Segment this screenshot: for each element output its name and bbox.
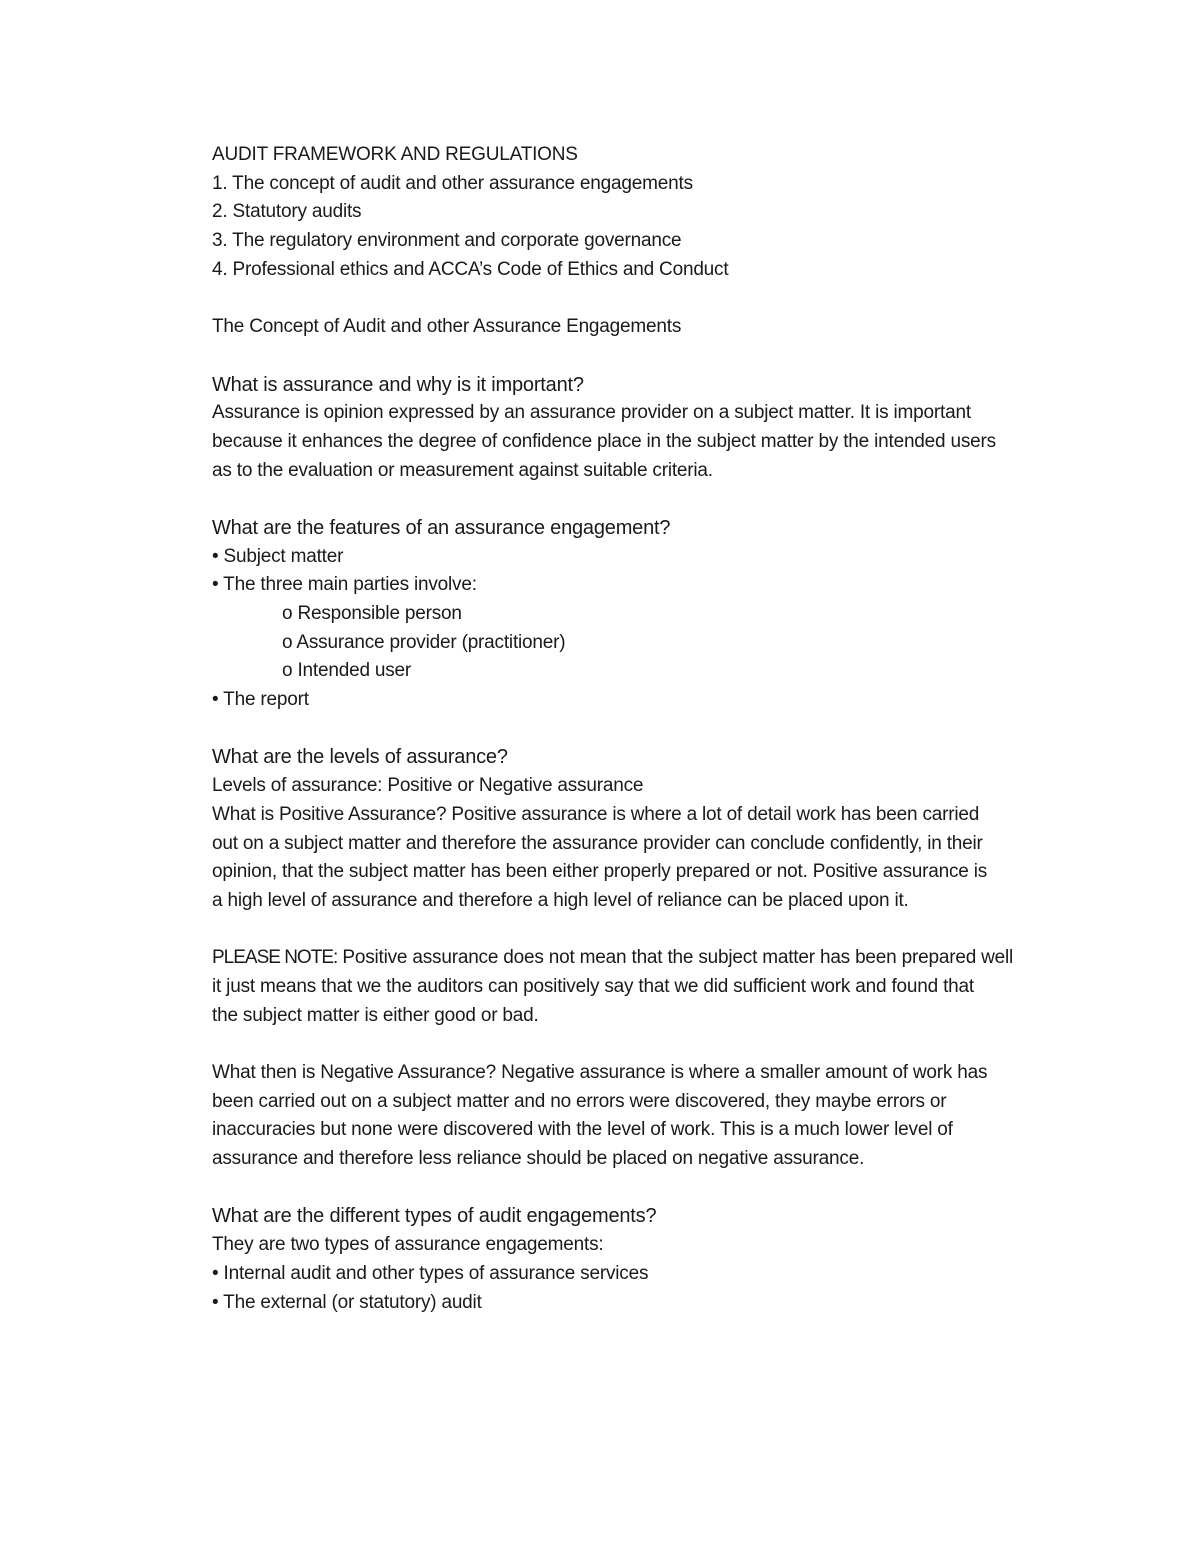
bullet-external-audit: • The external (or statutory) audit <box>212 1291 482 1313</box>
document-page <box>212 141 1072 1317</box>
spacer <box>212 485 1072 514</box>
positive-line: out on a subject matter and therefore the assurance provider can conclude confidently, in their <box>212 832 983 854</box>
bullet-subject-matter: • Subject matter <box>212 545 344 567</box>
negative-line: What then is Negative Assurance? Negative assurance is where a smaller amount of work has <box>212 1062 988 1083</box>
note-line: the subject matter is either good or bad. <box>212 1004 539 1026</box>
note-first-line <box>212 944 1072 973</box>
spacer <box>212 1030 1072 1059</box>
toc-item-4: 4. Professional ethics and ACCA’s Code of Ethics and Conduct <box>212 258 729 280</box>
section-title: The Concept of Audit and other Assurance Engagements <box>212 316 682 338</box>
question-types: What are the different types of audit engagements? <box>212 1205 657 1228</box>
toc-item-1: 1. The concept of audit and other assurance engagements <box>212 172 693 194</box>
sub-bullet-assurance-provider: o Assurance provider (practitioner) <box>282 631 566 653</box>
note-label: PLEASE NOTE: <box>212 947 338 969</box>
answer-line: Assurance is opinion expressed by an assurance provider on a subject matter. It is important <box>212 402 971 424</box>
spacer <box>212 284 1072 313</box>
bullet-internal-audit: • Internal audit and other types of assurance services <box>212 1262 649 1284</box>
spacer <box>212 916 1072 945</box>
sub-bullet-intended-user: o Intended user <box>282 660 412 682</box>
answer-line: because it enhances the degree of confidence place in the subject matter by the intended users <box>212 430 996 452</box>
answer-line: as to the evaluation or measurement against suitable criteria. <box>212 459 713 481</box>
bullet-parties: • The three main parties involve: <box>212 574 477 596</box>
sub-bullet-responsible-person: o Responsible person <box>282 603 462 624</box>
question-assurance: What is assurance and why is it important? <box>212 373 584 396</box>
document-title: AUDIT FRAMEWORK AND REGULATIONS <box>212 144 578 165</box>
question-features: What are the features of an assurance engagement? <box>212 516 671 539</box>
spacer <box>212 342 1072 371</box>
spacer <box>212 1174 1072 1203</box>
positive-line: a high level of assurance and therefore a high level of reliance can be placed upon it. <box>212 889 909 911</box>
bullet-report: • The report <box>212 689 309 711</box>
negative-line: inaccuracies but none were discovered with the level of work. This is a much lower level of <box>212 1119 953 1141</box>
types-intro: They are two types of assurance engagements: <box>212 1234 604 1256</box>
note-line: it just means that we the auditors can positively say that we did sufficient work and found that <box>212 975 974 997</box>
positive-line: opinion, that the subject matter has been either properly prepared or not. Positive assurance is <box>212 861 988 883</box>
toc-item-2: 2. Statutory audits <box>212 201 362 223</box>
question-levels: What are the levels of assurance? <box>212 746 508 769</box>
negative-line: assurance and therefore less reliance should be placed on negative assurance. <box>212 1148 865 1170</box>
note-first-line-text: Positive assurance does not mean that the subject matter has been prepared well <box>337 947 1014 969</box>
positive-line: What is Positive Assurance? Positive assurance is where a lot of detail work has been carried <box>212 803 980 825</box>
spacer <box>212 715 1072 744</box>
levels-line: Levels of assurance: Positive or Negative assurance <box>212 775 644 797</box>
negative-line: been carried out on a subject matter and no errors were discovered, they maybe errors or <box>212 1090 947 1112</box>
toc-item-3: 3. The regulatory environment and corporate governance <box>212 230 682 252</box>
